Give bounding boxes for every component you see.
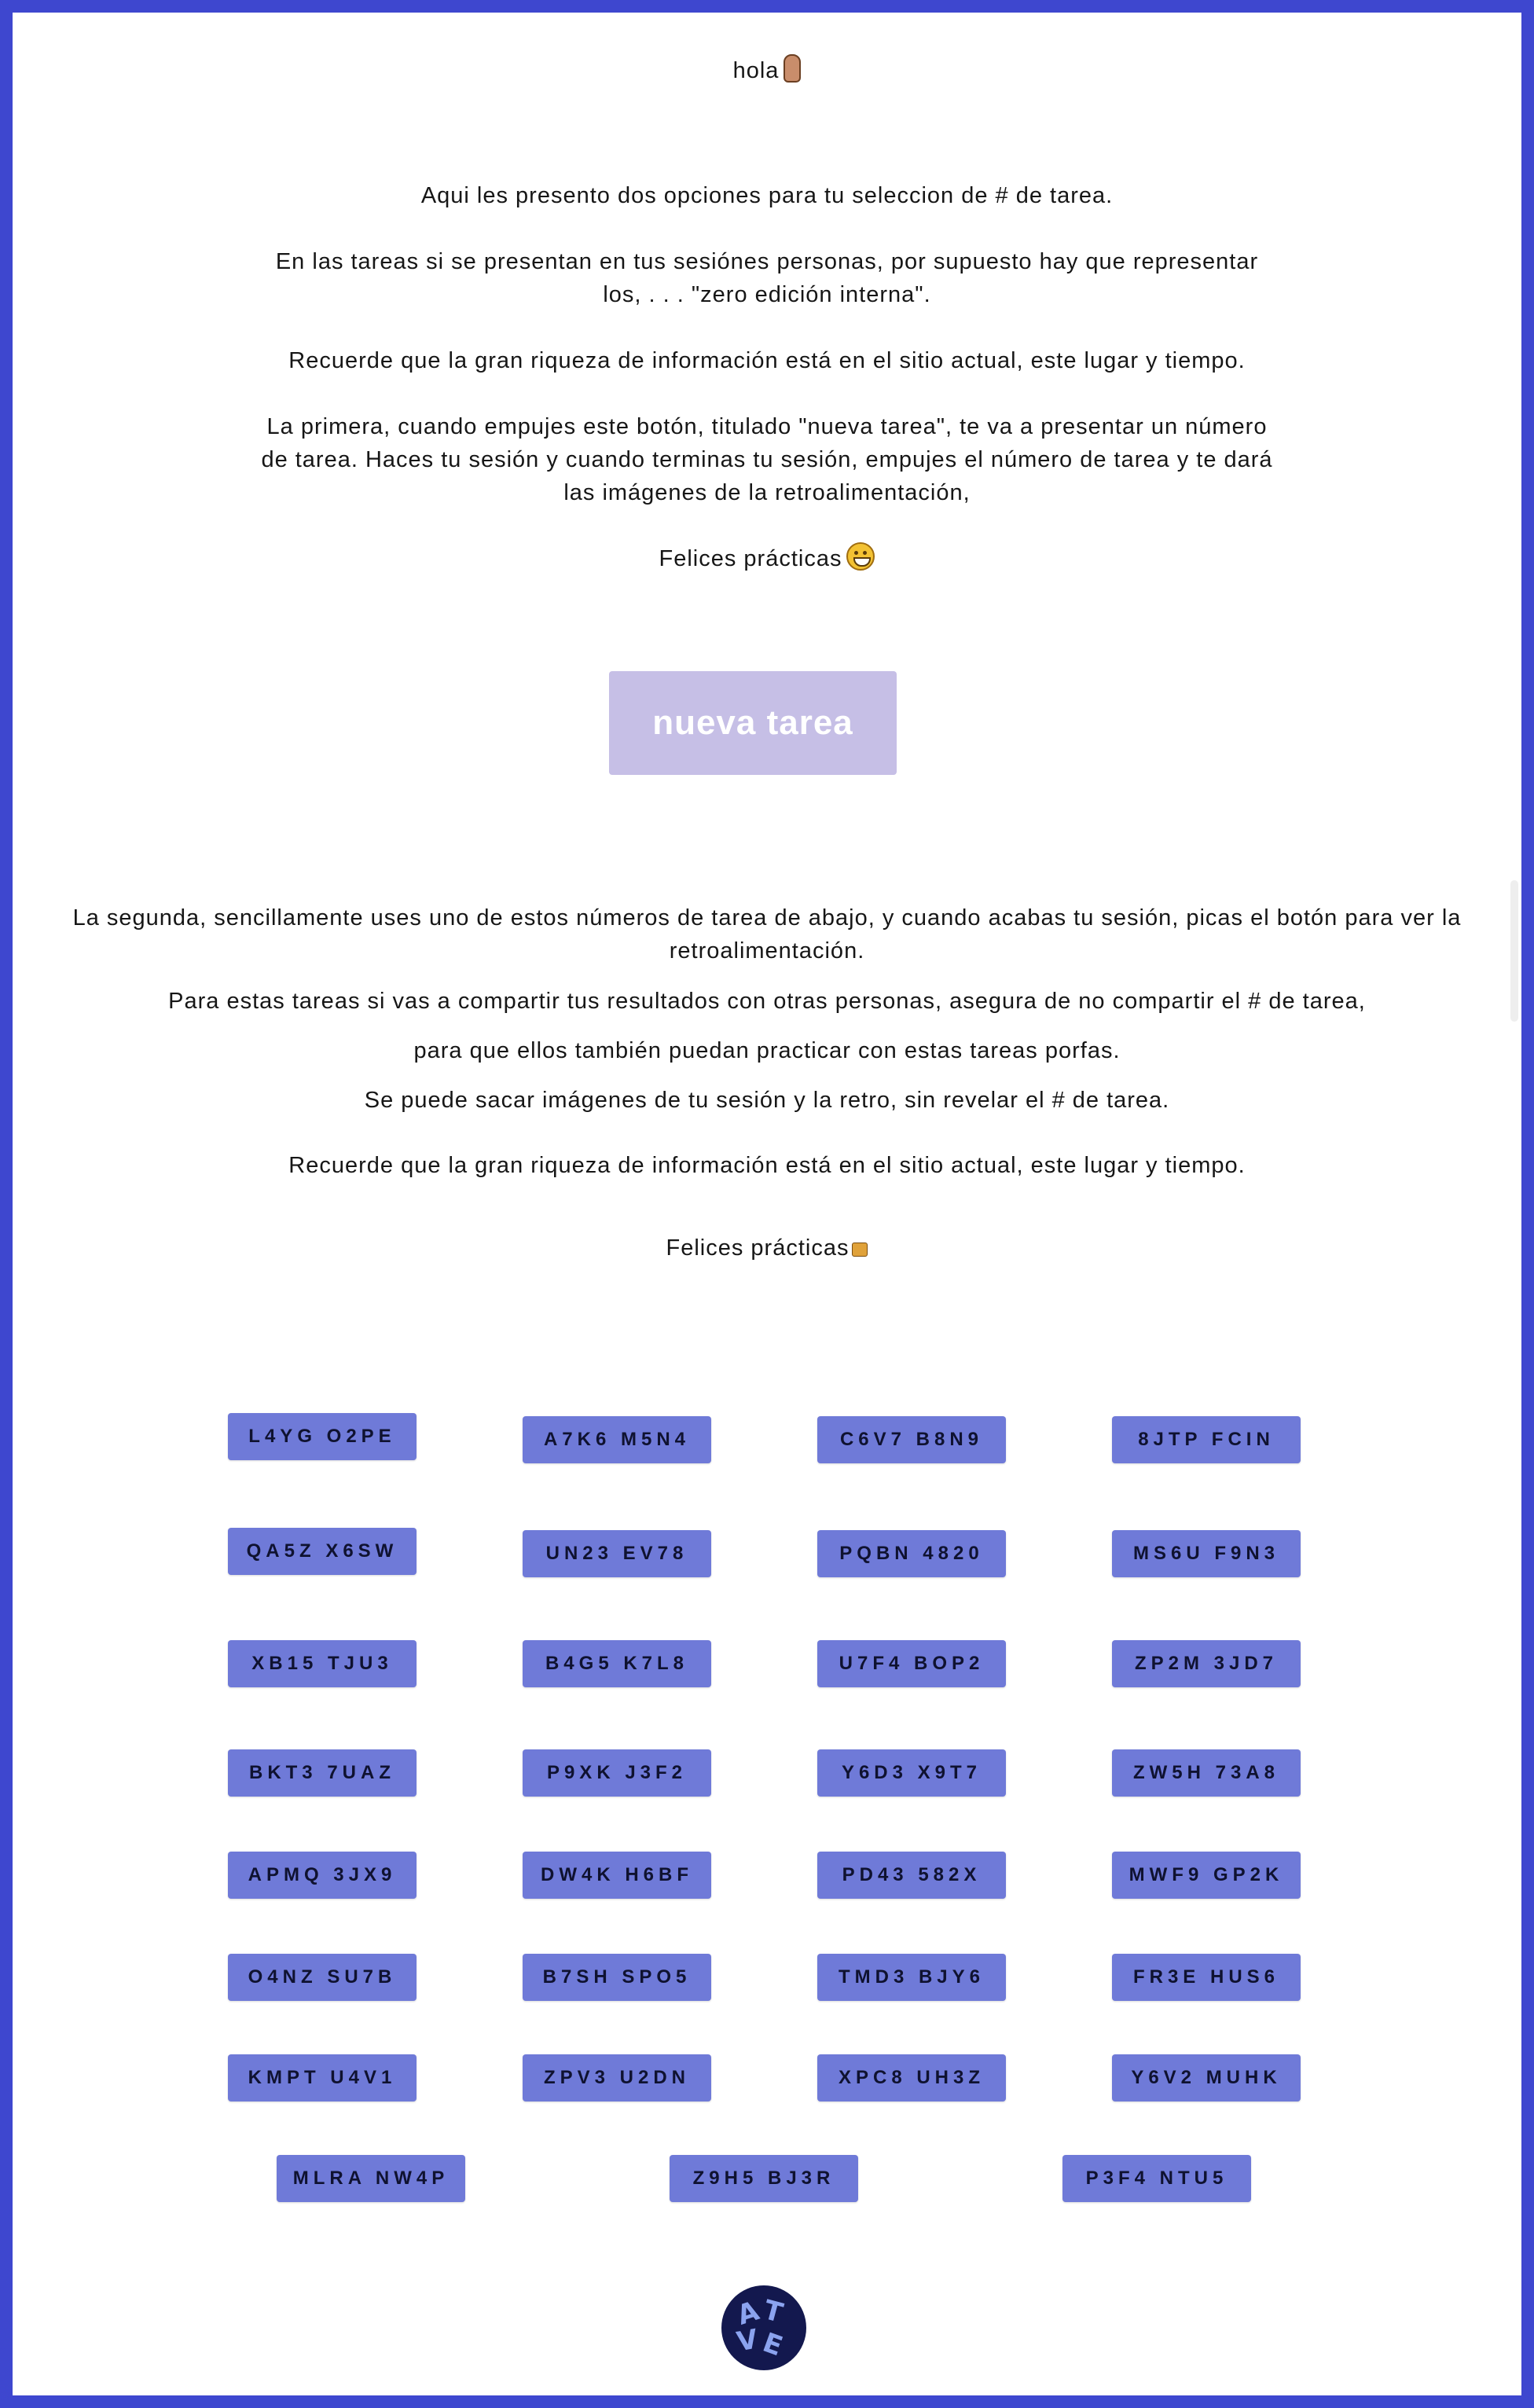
task-code-button[interactable]: Z9H5 BJ3R xyxy=(670,2155,858,2202)
second-closing-text: Felices prácticas xyxy=(666,1235,850,1261)
task-code-button[interactable]: ZPV3 U2DN xyxy=(523,2054,711,2101)
task-code-button[interactable]: QA5Z X6SW xyxy=(228,1528,417,1575)
task-code-button[interactable]: B7SH SPO5 xyxy=(523,1954,711,2001)
task-code-button[interactable]: P9XK J3F2 xyxy=(523,1749,711,1797)
logo-letter-e: E xyxy=(758,2326,787,2363)
intro-paragraph-4-line-3: las imágenes de la retroalimentación, xyxy=(563,480,971,505)
task-code-button[interactable]: ZP2M 3JD7 xyxy=(1112,1640,1301,1687)
task-code-button[interactable]: DW4K H6BF xyxy=(523,1852,711,1899)
second-paragraph-1-line-1: La segunda, sencillamente uses uno de estos números de tarea de abajo, y cuando acabas tu sesión, picas el botón para ver la xyxy=(72,905,1462,931)
task-code-button[interactable]: C6V7 B8N9 xyxy=(817,1416,1006,1463)
intro-paragraph-3: Recuerde que la gran riqueza de información está en el sitio actual, este lugar y tiempo. xyxy=(288,348,1246,373)
task-code-button[interactable]: TMD3 BJY6 xyxy=(817,1954,1006,2001)
task-code-button[interactable]: L4YG O2PE xyxy=(228,1413,417,1460)
task-code-button[interactable]: KMPT U4V1 xyxy=(228,2054,417,2101)
task-code-button[interactable]: P3F4 NTU5 xyxy=(1062,2155,1251,2202)
task-code-button[interactable]: Y6V2 MUHK xyxy=(1112,2054,1301,2101)
task-code-button[interactable]: BKT3 7UAZ xyxy=(228,1749,417,1797)
greeting-line xyxy=(0,54,1534,87)
atve-logo-mark xyxy=(721,2285,806,2370)
intro-paragraph-4-line-1: La primera, cuando empujes este botón, titulado "nueva tarea", te va a presentar un número xyxy=(266,414,1268,439)
task-code-button[interactable]: ZW5H 73A8 xyxy=(1112,1749,1301,1797)
task-code-button[interactable]: UN23 EV78 xyxy=(523,1530,711,1577)
scrollbar[interactable] xyxy=(1510,880,1518,1022)
hand-emoji-icon xyxy=(784,54,801,83)
new-task-button[interactable]: nueva tarea xyxy=(609,671,897,775)
task-code-button[interactable]: XB15 TJU3 xyxy=(228,1640,417,1687)
task-code-button[interactable]: MWF9 GP2K xyxy=(1112,1852,1301,1899)
task-code-button[interactable]: PQBN 4820 xyxy=(817,1530,1006,1577)
second-closing-line xyxy=(0,1232,1534,1265)
task-code-button[interactable]: O4NZ SU7B xyxy=(228,1954,417,2001)
task-code-button[interactable]: MLRA NW4P xyxy=(277,2155,465,2202)
second-paragraph-1-line-2: retroalimentación. xyxy=(669,938,865,964)
intro-paragraph-1: Aqui les presento dos opciones para tu seleccion de # de tarea. xyxy=(420,183,1114,208)
small-emoji-icon xyxy=(852,1243,868,1257)
intro-closing-text: Felices prácticas xyxy=(659,546,842,571)
second-paragraph-5: Recuerde que la gran riqueza de información está en el sitio actual, este lugar y tiempo. xyxy=(288,1153,1246,1178)
task-code-button[interactable]: B4G5 K7L8 xyxy=(523,1640,711,1687)
logo-letter-t: T xyxy=(760,2294,787,2329)
intro-closing-line xyxy=(0,542,1534,575)
intro-paragraph-2-line-2: los, . . . "zero edición interna". xyxy=(603,282,931,307)
task-code-button[interactable]: XPC8 UH3Z xyxy=(817,2054,1006,2101)
logo-letter-a: A xyxy=(733,2295,763,2332)
task-code-button[interactable]: A7K6 M5N4 xyxy=(523,1416,711,1463)
task-code-button[interactable]: APMQ 3JX9 xyxy=(228,1852,417,1899)
grinning-face-icon xyxy=(846,542,875,571)
intro-paragraph-2-line-1: En las tareas si se presentan en tus sesiónes personas, por supuesto hay que representar xyxy=(275,249,1259,274)
task-code-button[interactable]: Y6D3 X9T7 xyxy=(817,1749,1006,1797)
logo-letter-v: V xyxy=(734,2323,761,2358)
atve-logo xyxy=(721,2285,806,2370)
greeting-text: hola xyxy=(732,58,780,83)
task-code-button[interactable]: 8JTP FCIN xyxy=(1112,1416,1301,1463)
task-code-button[interactable]: FR3E HUS6 xyxy=(1112,1954,1301,2001)
second-paragraph-2: Para estas tareas si vas a compartir tus resultados con otras personas, asegura de no compartir el # de tarea, xyxy=(168,989,1366,1014)
task-code-button[interactable]: MS6U F9N3 xyxy=(1112,1530,1301,1577)
task-code-button[interactable]: U7F4 BOP2 xyxy=(817,1640,1006,1687)
intro-paragraph-4-line-2: de tarea. Haces tu sesión y cuando terminas tu sesión, empujes el número de tarea y te dará xyxy=(261,447,1273,472)
second-paragraph-4: Se puede sacar imágenes de tu sesión y la retro, sin revelar el # de tarea. xyxy=(364,1088,1170,1113)
second-paragraph-3: para que ellos también puedan practicar con estas tareas porfas. xyxy=(413,1038,1121,1063)
task-code-button[interactable]: PD43 582X xyxy=(817,1852,1006,1899)
